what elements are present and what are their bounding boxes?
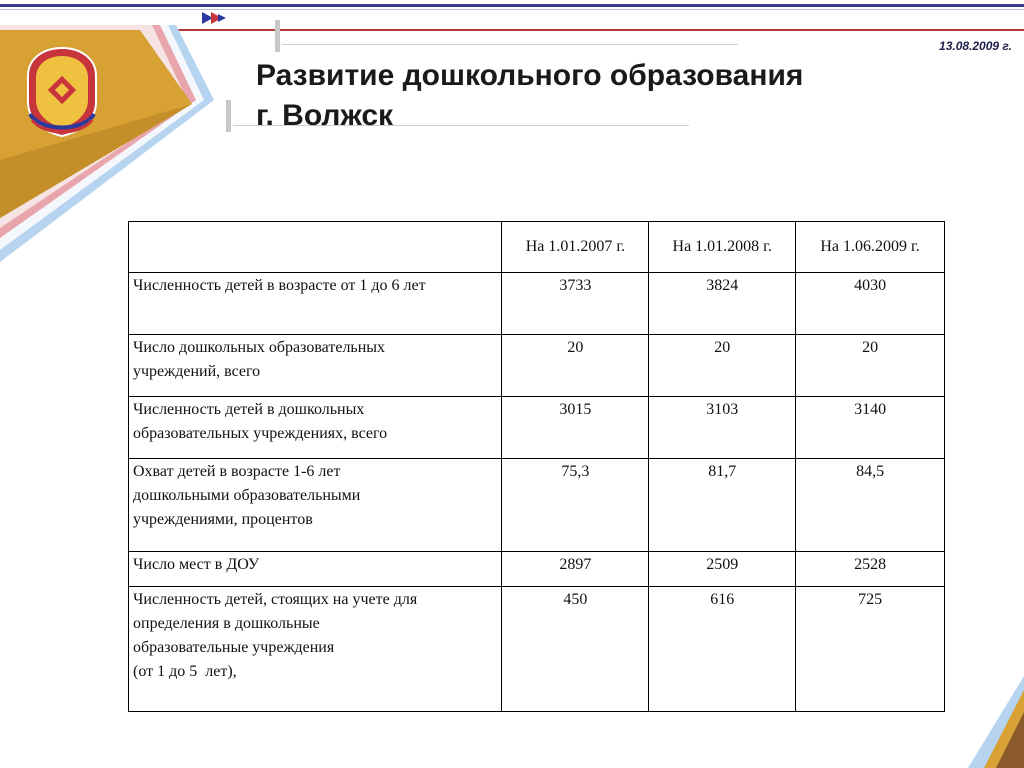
title-bar-top — [275, 20, 280, 52]
table-header-empty — [129, 222, 502, 273]
table-row — [129, 397, 945, 459]
table-cell: 2897 — [502, 552, 649, 587]
row-label-line: дошкольными образовательными — [133, 487, 361, 504]
table-cell: 725 — [796, 587, 945, 712]
row-label-line: Численность детей в дошкольных — [133, 401, 365, 418]
table-row — [129, 459, 945, 552]
row-label-line: образовательных учреждениях, всего — [133, 425, 388, 442]
row-label-line: образовательные учреждения — [133, 639, 335, 656]
table-cell: 4030 — [796, 273, 945, 335]
row-label — [129, 397, 502, 459]
row-label — [129, 552, 502, 587]
table-cell: 20 — [502, 335, 649, 397]
row-label-line: Численность детей в возрасте от 1 до 6 лет — [133, 277, 426, 294]
row-label-line: Численность детей, стоящих на учете для — [133, 591, 418, 608]
table-header-2009: На 1.06.2009 г. — [796, 222, 945, 273]
table-cell: 84,5 — [796, 459, 945, 552]
table-cell: 20 — [796, 335, 945, 397]
top-rule — [0, 4, 1024, 7]
row-label-line: учреждений, всего — [133, 363, 261, 380]
row-label — [129, 335, 502, 397]
table-cell: 616 — [649, 587, 796, 712]
table-cell: 2528 — [796, 552, 945, 587]
slide-date: 13.08.2009 г. — [939, 39, 1012, 53]
table-cell: 75,3 — [502, 459, 649, 552]
row-label — [129, 273, 502, 335]
table-cell: 3103 — [649, 397, 796, 459]
page-title-line-1: Развитие дошкольного образования — [256, 59, 804, 92]
table-cell: 81,7 — [649, 459, 796, 552]
statistics-table — [128, 221, 945, 712]
row-label-line: Охват детей в возрасте 1-6 лет — [133, 463, 341, 480]
title-guide-top — [282, 44, 738, 45]
title-bar-bottom — [226, 100, 231, 132]
double-arrow-icon — [202, 10, 228, 26]
table-cell: 3733 — [502, 273, 649, 335]
row-label — [129, 587, 502, 712]
row-label-line: Число мест в ДОУ — [133, 556, 260, 573]
table-cell: 3824 — [649, 273, 796, 335]
table-cell: 3140 — [796, 397, 945, 459]
table-cell: 2509 — [649, 552, 796, 587]
page-title — [256, 56, 803, 136]
table-header-row — [129, 222, 945, 273]
row-label-line: определения в дошкольные — [133, 615, 320, 632]
table-cell: 20 — [649, 335, 796, 397]
table-row — [129, 335, 945, 397]
table-row — [129, 552, 945, 587]
top-rule-light — [0, 9, 1024, 10]
row-label-line: Число дошкольных образовательных — [133, 339, 386, 356]
row-label-line: (от 1 до 5 лет), — [133, 663, 237, 680]
table-row — [129, 587, 945, 712]
table-cell: 450 — [502, 587, 649, 712]
table-header-2007: На 1.01.2007 г. — [502, 222, 649, 273]
row-label — [129, 459, 502, 552]
page-title-line-2: г. Волжск — [256, 99, 394, 132]
table-header-2008: На 1.01.2008 г. — [649, 222, 796, 273]
mari-el-coat-of-arms-icon — [20, 44, 104, 140]
row-label-line: учреждениями, процентов — [133, 511, 313, 528]
table-cell: 3015 — [502, 397, 649, 459]
table-row — [129, 273, 945, 335]
